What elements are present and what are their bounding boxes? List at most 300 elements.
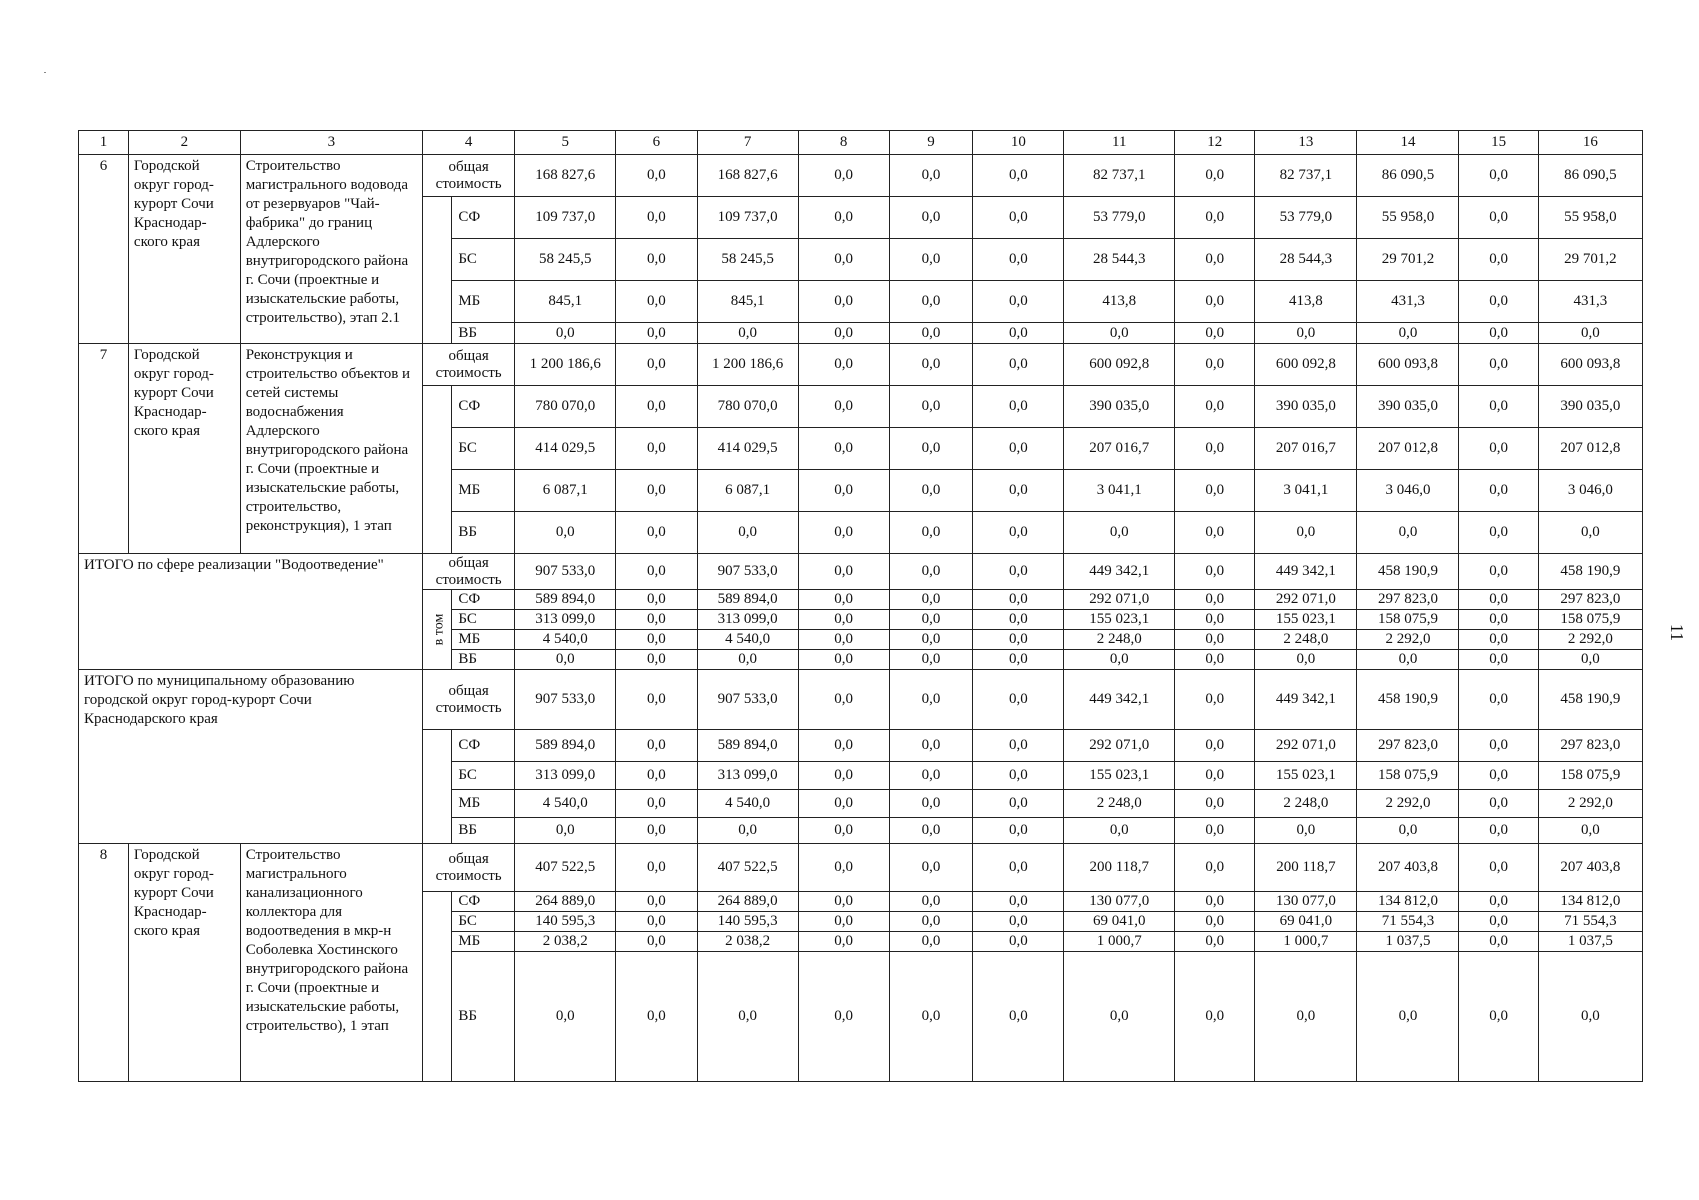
- value-cell-col16: 207 012,8: [1538, 428, 1642, 470]
- value-cell-col13: 0,0: [1255, 952, 1357, 1082]
- value-cell-col16: 29 701,2: [1538, 239, 1642, 281]
- value-cell-col6: 0,0: [616, 670, 697, 730]
- value-cell-col11: 0,0: [1064, 952, 1175, 1082]
- value-cell-col7: 414 029,5: [697, 428, 798, 470]
- value-cell-col12: 0,0: [1175, 323, 1255, 344]
- value-cell-col9: 0,0: [889, 590, 973, 610]
- value-cell-col14: 1 037,5: [1357, 932, 1459, 952]
- value-cell-col10: 0,0: [973, 790, 1064, 818]
- value-cell-col6: 0,0: [616, 470, 697, 512]
- territory-cell: Городской округ город-курорт Сочи Краснодар-ского края: [128, 344, 240, 554]
- value-cell-col15: 0,0: [1459, 730, 1538, 762]
- value-cell-col16: 458 190,9: [1538, 554, 1642, 590]
- including-label: [423, 197, 452, 344]
- value-cell-col11: 69 041,0: [1064, 912, 1175, 932]
- value-cell-col5: 0,0: [515, 323, 616, 344]
- value-cell-col5: 168 827,6: [515, 155, 616, 197]
- value-cell-col8: 0,0: [798, 762, 889, 790]
- value-cell-col9: 0,0: [889, 818, 973, 844]
- value-cell-col10: 0,0: [973, 239, 1064, 281]
- value-cell-col13: 2 248,0: [1255, 790, 1357, 818]
- value-cell-col16: 458 190,9: [1538, 670, 1642, 730]
- value-cell-col13: 0,0: [1255, 323, 1357, 344]
- value-cell-col11: 200 118,7: [1064, 844, 1175, 892]
- fund-source-bs: БС: [452, 912, 515, 932]
- value-cell-col5: 907 533,0: [515, 554, 616, 590]
- value-cell-col16: 158 075,9: [1538, 610, 1642, 630]
- value-cell-col13: 292 071,0: [1255, 730, 1357, 762]
- value-cell-col9: 0,0: [889, 470, 973, 512]
- value-cell-col10: 0,0: [973, 952, 1064, 1082]
- value-cell-col11: 0,0: [1064, 650, 1175, 670]
- value-cell-col5: 845,1: [515, 281, 616, 323]
- value-cell-col7: 140 595,3: [697, 912, 798, 932]
- value-cell-col8: 0,0: [798, 932, 889, 952]
- value-cell-col14: 458 190,9: [1357, 670, 1459, 730]
- value-cell-col7: 589 894,0: [697, 590, 798, 610]
- value-cell-col12: 0,0: [1175, 912, 1255, 932]
- value-cell-col13: 82 737,1: [1255, 155, 1357, 197]
- column-number-9: 9: [889, 131, 973, 155]
- value-cell-col14: 390 035,0: [1357, 386, 1459, 428]
- value-cell-col8: 0,0: [798, 844, 889, 892]
- column-number-11: 11: [1064, 131, 1175, 155]
- value-cell-col12: 0,0: [1175, 554, 1255, 590]
- value-cell-col12: 0,0: [1175, 892, 1255, 912]
- fund-source-vb: ВБ: [452, 512, 515, 554]
- value-cell-col7: 0,0: [697, 512, 798, 554]
- value-cell-col10: 0,0: [973, 590, 1064, 610]
- value-cell-col10: 0,0: [973, 470, 1064, 512]
- value-cell-col10: 0,0: [973, 155, 1064, 197]
- value-cell-col5: 780 070,0: [515, 386, 616, 428]
- value-cell-col16: 431,3: [1538, 281, 1642, 323]
- value-cell-col8: 0,0: [798, 912, 889, 932]
- value-cell-col12: 0,0: [1175, 428, 1255, 470]
- fund-source-vb: ВБ: [452, 650, 515, 670]
- description-cell: Строительство магистрального водовода от резервуаров "Чай-фабрика" до границ Адлерского внутригородского района г. Сочи (проектные и изыскательские работы, строительство), этап 2.1: [240, 155, 422, 344]
- value-cell-col6: 0,0: [616, 818, 697, 844]
- value-cell-col10: 0,0: [973, 932, 1064, 952]
- value-cell-col7: 313 099,0: [697, 610, 798, 630]
- value-cell-col13: 449 342,1: [1255, 554, 1357, 590]
- value-cell-col11: 2 248,0: [1064, 790, 1175, 818]
- value-cell-col5: 407 522,5: [515, 844, 616, 892]
- value-cell-col15: 0,0: [1459, 239, 1538, 281]
- value-cell-col13: 155 023,1: [1255, 610, 1357, 630]
- value-cell-col9: 0,0: [889, 844, 973, 892]
- value-cell-col13: 413,8: [1255, 281, 1357, 323]
- fund-source-mb: МБ: [452, 790, 515, 818]
- value-cell-col8: 0,0: [798, 952, 889, 1082]
- item-8-row-0: [79, 844, 1643, 892]
- fund-source-sf: СФ: [452, 386, 515, 428]
- value-cell-col12: 0,0: [1175, 952, 1255, 1082]
- value-cell-col15: 0,0: [1459, 155, 1538, 197]
- value-cell-col15: 0,0: [1459, 790, 1538, 818]
- value-cell-col9: 0,0: [889, 554, 973, 590]
- value-cell-col6: 0,0: [616, 323, 697, 344]
- value-cell-col7: 0,0: [697, 818, 798, 844]
- value-cell-col11: 130 077,0: [1064, 892, 1175, 912]
- column-number-1: 1: [79, 131, 129, 155]
- value-cell-col12: 0,0: [1175, 281, 1255, 323]
- column-number-15: 15: [1459, 131, 1538, 155]
- value-cell-col5: 4 540,0: [515, 790, 616, 818]
- value-cell-col7: 845,1: [697, 281, 798, 323]
- value-cell-col11: 2 248,0: [1064, 630, 1175, 650]
- column-number-3: 3: [240, 131, 422, 155]
- value-cell-col13: 207 016,7: [1255, 428, 1357, 470]
- value-cell-col10: 0,0: [973, 762, 1064, 790]
- value-cell-col9: 0,0: [889, 932, 973, 952]
- value-cell-col6: 0,0: [616, 912, 697, 932]
- value-cell-col12: 0,0: [1175, 197, 1255, 239]
- value-cell-col5: 264 889,0: [515, 892, 616, 912]
- value-cell-col10: 0,0: [973, 912, 1064, 932]
- value-cell-col15: 0,0: [1459, 912, 1538, 932]
- value-cell-col5: 0,0: [515, 952, 616, 1082]
- value-cell-col14: 431,3: [1357, 281, 1459, 323]
- value-cell-col5: 140 595,3: [515, 912, 616, 932]
- column-number-13: 13: [1255, 131, 1357, 155]
- value-cell-col9: 0,0: [889, 512, 973, 554]
- value-cell-col16: 0,0: [1538, 818, 1642, 844]
- value-cell-col5: 589 894,0: [515, 730, 616, 762]
- value-cell-col12: 0,0: [1175, 818, 1255, 844]
- value-cell-col7: 4 540,0: [697, 630, 798, 650]
- value-cell-col5: 58 245,5: [515, 239, 616, 281]
- value-cell-col8: 0,0: [798, 590, 889, 610]
- fund-source-mb: МБ: [452, 932, 515, 952]
- value-cell-col14: 600 093,8: [1357, 344, 1459, 386]
- value-cell-col12: 0,0: [1175, 670, 1255, 730]
- fund-source-vb: ВБ: [452, 952, 515, 1082]
- value-cell-col11: 449 342,1: [1064, 670, 1175, 730]
- value-cell-col5: 589 894,0: [515, 590, 616, 610]
- column-number-12: 12: [1175, 131, 1255, 155]
- value-cell-col13: 292 071,0: [1255, 590, 1357, 610]
- value-cell-col15: 0,0: [1459, 952, 1538, 1082]
- value-cell-col7: 0,0: [697, 952, 798, 1082]
- value-cell-col13: 155 023,1: [1255, 762, 1357, 790]
- value-cell-col16: 600 093,8: [1538, 344, 1642, 386]
- value-cell-col7: 2 038,2: [697, 932, 798, 952]
- fund-source-sf: СФ: [452, 730, 515, 762]
- value-cell-col15: 0,0: [1459, 762, 1538, 790]
- value-cell-col13: 53 779,0: [1255, 197, 1357, 239]
- fund-source-mb: МБ: [452, 470, 515, 512]
- value-cell-col14: 207 012,8: [1357, 428, 1459, 470]
- value-cell-col10: 0,0: [973, 344, 1064, 386]
- description-cell: Строительство магистрального канализационного коллектора для водоотведения в мкр-н Соболевка Хостинского внутригородского района г. Сочи (проектные и изыскательские работы, строительство), 1 этап: [240, 844, 422, 1082]
- value-cell-col14: 55 958,0: [1357, 197, 1459, 239]
- value-cell-col6: 0,0: [616, 344, 697, 386]
- value-cell-col6: 0,0: [616, 386, 697, 428]
- value-cell-col10: 0,0: [973, 670, 1064, 730]
- value-cell-col15: 0,0: [1459, 554, 1538, 590]
- value-cell-col12: 0,0: [1175, 155, 1255, 197]
- value-cell-col9: 0,0: [889, 155, 973, 197]
- value-cell-col7: 168 827,6: [697, 155, 798, 197]
- value-cell-col7: 907 533,0: [697, 554, 798, 590]
- value-cell-col15: 0,0: [1459, 630, 1538, 650]
- fund-source-bs: БС: [452, 428, 515, 470]
- value-cell-col13: 130 077,0: [1255, 892, 1357, 912]
- fund-source-bs: БС: [452, 610, 515, 630]
- value-cell-col11: 600 092,8: [1064, 344, 1175, 386]
- value-cell-col9: 0,0: [889, 892, 973, 912]
- value-cell-col5: 1 200 186,6: [515, 344, 616, 386]
- value-cell-col11: 155 023,1: [1064, 762, 1175, 790]
- fund-source-mb: МБ: [452, 281, 515, 323]
- value-cell-col13: 0,0: [1255, 650, 1357, 670]
- value-cell-col5: 2 038,2: [515, 932, 616, 952]
- value-cell-col5: 0,0: [515, 650, 616, 670]
- value-cell-col14: 0,0: [1357, 512, 1459, 554]
- value-cell-col16: 3 046,0: [1538, 470, 1642, 512]
- value-cell-col11: 292 071,0: [1064, 730, 1175, 762]
- value-cell-col13: 200 118,7: [1255, 844, 1357, 892]
- value-cell-col6: 0,0: [616, 554, 697, 590]
- value-cell-col8: 0,0: [798, 239, 889, 281]
- value-cell-col7: 780 070,0: [697, 386, 798, 428]
- value-cell-col8: 0,0: [798, 281, 889, 323]
- value-cell-col14: 297 823,0: [1357, 730, 1459, 762]
- value-cell-col10: 0,0: [973, 197, 1064, 239]
- value-cell-col15: 0,0: [1459, 650, 1538, 670]
- value-cell-col11: 449 342,1: [1064, 554, 1175, 590]
- value-cell-col6: 0,0: [616, 428, 697, 470]
- fund-source-mb: МБ: [452, 630, 515, 650]
- value-cell-col11: 82 737,1: [1064, 155, 1175, 197]
- value-cell-col8: 0,0: [798, 790, 889, 818]
- value-cell-col6: 0,0: [616, 197, 697, 239]
- value-cell-col10: 0,0: [973, 650, 1064, 670]
- value-cell-col7: 4 540,0: [697, 790, 798, 818]
- value-cell-col9: 0,0: [889, 952, 973, 1082]
- value-cell-col12: 0,0: [1175, 470, 1255, 512]
- value-cell-col15: 0,0: [1459, 670, 1538, 730]
- total-2-row-0: [79, 554, 1643, 590]
- value-cell-col14: 0,0: [1357, 818, 1459, 844]
- value-cell-col10: 0,0: [973, 428, 1064, 470]
- value-cell-col14: 207 403,8: [1357, 844, 1459, 892]
- value-cell-col16: 1 037,5: [1538, 932, 1642, 952]
- value-cell-col6: 0,0: [616, 610, 697, 630]
- value-cell-col11: 0,0: [1064, 323, 1175, 344]
- column-number-14: 14: [1357, 131, 1459, 155]
- value-cell-col10: 0,0: [973, 892, 1064, 912]
- value-cell-col7: 0,0: [697, 323, 798, 344]
- value-cell-col15: 0,0: [1459, 197, 1538, 239]
- budget-table: [78, 130, 1643, 1082]
- value-cell-col7: 1 200 186,6: [697, 344, 798, 386]
- value-cell-col16: 297 823,0: [1538, 730, 1642, 762]
- total-label: ИТОГО по сфере реализации "Водоотведение": [79, 554, 423, 670]
- value-cell-col12: 0,0: [1175, 844, 1255, 892]
- value-cell-col15: 0,0: [1459, 470, 1538, 512]
- fund-source-sf: СФ: [452, 197, 515, 239]
- value-cell-col16: 2 292,0: [1538, 630, 1642, 650]
- value-cell-col14: 458 190,9: [1357, 554, 1459, 590]
- value-cell-col10: 0,0: [973, 730, 1064, 762]
- value-cell-col15: 0,0: [1459, 323, 1538, 344]
- value-cell-col12: 0,0: [1175, 762, 1255, 790]
- value-cell-col8: 0,0: [798, 670, 889, 730]
- total-label: ИТОГО по муниципальному образованию городской округ город-курорт Сочи Краснодарского края: [79, 670, 423, 844]
- value-cell-col8: 0,0: [798, 344, 889, 386]
- column-number-6: 6: [616, 131, 697, 155]
- value-cell-col10: 0,0: [973, 281, 1064, 323]
- value-cell-col8: 0,0: [798, 197, 889, 239]
- value-cell-col5: 4 540,0: [515, 630, 616, 650]
- value-cell-col8: 0,0: [798, 630, 889, 650]
- value-cell-col9: 0,0: [889, 762, 973, 790]
- value-cell-col9: 0,0: [889, 386, 973, 428]
- total-cost-label: общая стоимость: [423, 155, 515, 197]
- value-cell-col8: 0,0: [798, 155, 889, 197]
- value-cell-col12: 0,0: [1175, 610, 1255, 630]
- column-number-8: 8: [798, 131, 889, 155]
- value-cell-col10: 0,0: [973, 512, 1064, 554]
- value-cell-col15: 0,0: [1459, 281, 1538, 323]
- value-cell-col6: 0,0: [616, 630, 697, 650]
- value-cell-col7: 407 522,5: [697, 844, 798, 892]
- total-cost-label: общая стоимость: [423, 670, 515, 730]
- value-cell-col6: 0,0: [616, 590, 697, 610]
- value-cell-col11: 53 779,0: [1064, 197, 1175, 239]
- value-cell-col15: 0,0: [1459, 844, 1538, 892]
- fund-source-sf: СФ: [452, 892, 515, 912]
- value-cell-col13: 0,0: [1255, 818, 1357, 844]
- value-cell-col16: 297 823,0: [1538, 590, 1642, 610]
- fund-source-sf: СФ: [452, 590, 515, 610]
- total-cost-label: общая стоимость: [423, 344, 515, 386]
- value-cell-col15: 0,0: [1459, 610, 1538, 630]
- value-cell-col5: 313 099,0: [515, 610, 616, 630]
- value-cell-col6: 0,0: [616, 844, 697, 892]
- value-cell-col8: 0,0: [798, 386, 889, 428]
- value-cell-col14: 297 823,0: [1357, 590, 1459, 610]
- value-cell-col8: 0,0: [798, 730, 889, 762]
- value-cell-col5: 313 099,0: [515, 762, 616, 790]
- value-cell-col7: 0,0: [697, 650, 798, 670]
- value-cell-col15: 0,0: [1459, 818, 1538, 844]
- value-cell-col7: 264 889,0: [697, 892, 798, 912]
- value-cell-col9: 0,0: [889, 428, 973, 470]
- value-cell-col10: 0,0: [973, 610, 1064, 630]
- value-cell-col13: 449 342,1: [1255, 670, 1357, 730]
- value-cell-col6: 0,0: [616, 281, 697, 323]
- value-cell-col16: 71 554,3: [1538, 912, 1642, 932]
- value-cell-col14: 158 075,9: [1357, 610, 1459, 630]
- total-cost-label: общая стоимость: [423, 554, 515, 590]
- value-cell-col9: 0,0: [889, 790, 973, 818]
- value-cell-col11: 3 041,1: [1064, 470, 1175, 512]
- value-cell-col14: 134 812,0: [1357, 892, 1459, 912]
- value-cell-col5: 109 737,0: [515, 197, 616, 239]
- value-cell-col9: 0,0: [889, 650, 973, 670]
- value-cell-col11: 28 544,3: [1064, 239, 1175, 281]
- value-cell-col9: 0,0: [889, 630, 973, 650]
- value-cell-col11: 1 000,7: [1064, 932, 1175, 952]
- value-cell-col8: 0,0: [798, 554, 889, 590]
- value-cell-col7: 313 099,0: [697, 762, 798, 790]
- value-cell-col13: 3 041,1: [1255, 470, 1357, 512]
- value-cell-col9: 0,0: [889, 610, 973, 630]
- value-cell-col7: 6 087,1: [697, 470, 798, 512]
- value-cell-col8: 0,0: [798, 650, 889, 670]
- page-number: 11: [1667, 623, 1688, 642]
- value-cell-col5: 0,0: [515, 818, 616, 844]
- value-cell-col15: 0,0: [1459, 386, 1538, 428]
- value-cell-col16: 207 403,8: [1538, 844, 1642, 892]
- column-number-2: 2: [128, 131, 240, 155]
- value-cell-col6: 0,0: [616, 650, 697, 670]
- value-cell-col14: 3 046,0: [1357, 470, 1459, 512]
- value-cell-col6: 0,0: [616, 239, 697, 281]
- value-cell-col16: 158 075,9: [1538, 762, 1642, 790]
- including-label: [423, 892, 452, 1082]
- value-cell-col14: 2 292,0: [1357, 790, 1459, 818]
- column-number-7: 7: [697, 131, 798, 155]
- item-6-row-0: [79, 155, 1643, 197]
- value-cell-col8: 0,0: [798, 512, 889, 554]
- fund-source-bs: БС: [452, 762, 515, 790]
- value-cell-col16: 0,0: [1538, 650, 1642, 670]
- value-cell-col15: 0,0: [1459, 590, 1538, 610]
- value-cell-col9: 0,0: [889, 281, 973, 323]
- value-cell-col11: 413,8: [1064, 281, 1175, 323]
- value-cell-col6: 0,0: [616, 155, 697, 197]
- value-cell-col12: 0,0: [1175, 590, 1255, 610]
- value-cell-col16: 0,0: [1538, 952, 1642, 1082]
- item-7-row-0: [79, 344, 1643, 386]
- value-cell-col14: 86 090,5: [1357, 155, 1459, 197]
- item-number: 8: [79, 844, 129, 1082]
- value-cell-col11: 0,0: [1064, 512, 1175, 554]
- value-cell-col10: 0,0: [973, 386, 1064, 428]
- value-cell-col11: 207 016,7: [1064, 428, 1175, 470]
- value-cell-col15: 0,0: [1459, 892, 1538, 912]
- value-cell-col12: 0,0: [1175, 512, 1255, 554]
- value-cell-col14: 29 701,2: [1357, 239, 1459, 281]
- value-cell-col9: 0,0: [889, 344, 973, 386]
- including-text: в том: [431, 613, 447, 646]
- value-cell-col12: 0,0: [1175, 630, 1255, 650]
- value-cell-col11: 155 023,1: [1064, 610, 1175, 630]
- value-cell-col12: 0,0: [1175, 239, 1255, 281]
- value-cell-col16: 86 090,5: [1538, 155, 1642, 197]
- value-cell-col10: 0,0: [973, 818, 1064, 844]
- value-cell-col7: 58 245,5: [697, 239, 798, 281]
- value-cell-col12: 0,0: [1175, 790, 1255, 818]
- item-number: 6: [79, 155, 129, 344]
- column-number-16: 16: [1538, 131, 1642, 155]
- total-cost-label: общая стоимость: [423, 844, 515, 892]
- value-cell-col13: 600 092,8: [1255, 344, 1357, 386]
- value-cell-col6: 0,0: [616, 952, 697, 1082]
- total-3-row-0: [79, 670, 1643, 730]
- value-cell-col8: 0,0: [798, 470, 889, 512]
- value-cell-col6: 0,0: [616, 730, 697, 762]
- value-cell-col15: 0,0: [1459, 932, 1538, 952]
- value-cell-col13: 69 041,0: [1255, 912, 1357, 932]
- value-cell-col12: 0,0: [1175, 730, 1255, 762]
- fund-source-vb: ВБ: [452, 818, 515, 844]
- value-cell-col13: 390 035,0: [1255, 386, 1357, 428]
